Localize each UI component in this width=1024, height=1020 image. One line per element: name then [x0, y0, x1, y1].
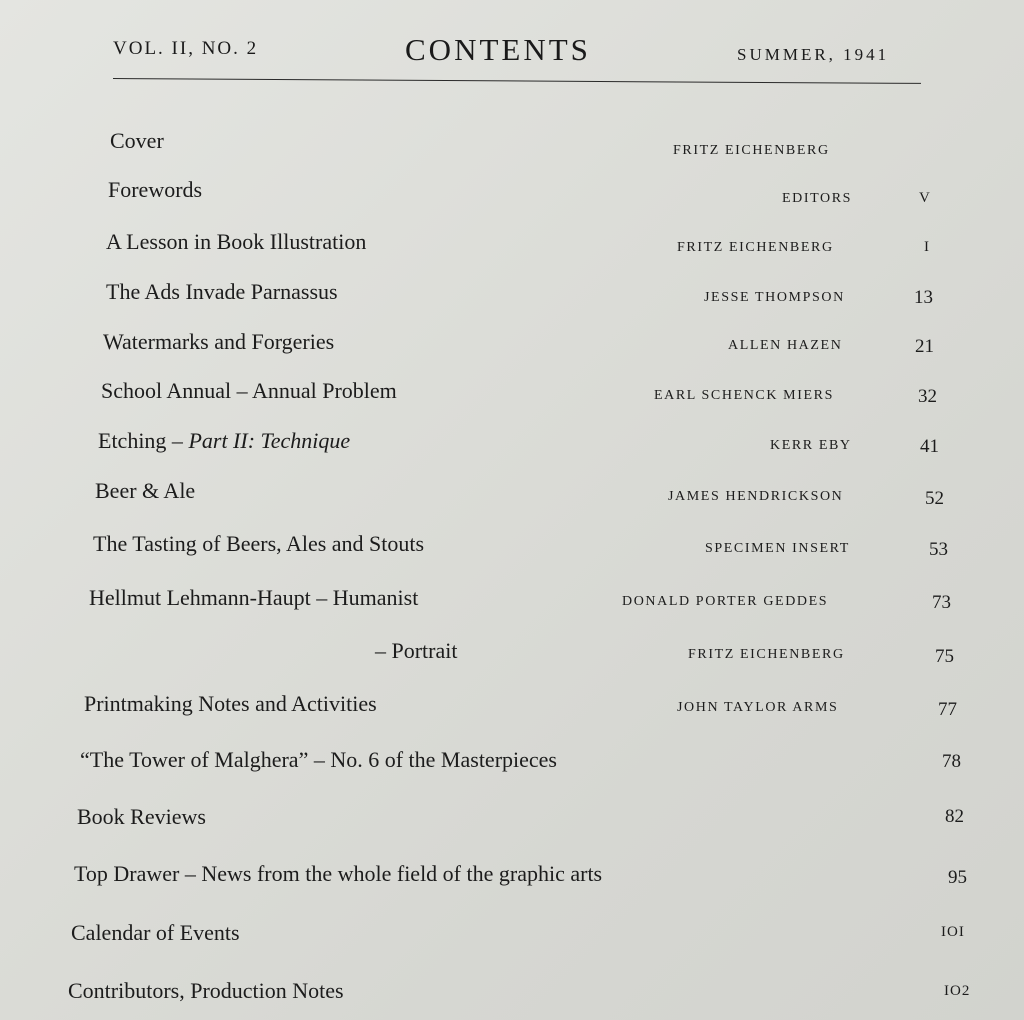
entry-page: 41 — [920, 436, 939, 457]
entry-title: – Portrait — [375, 638, 458, 663]
entry-page: 78 — [942, 751, 961, 772]
entry-author: JOHN TAYLOR ARMS — [677, 700, 839, 715]
entry-page: 73 — [932, 592, 951, 613]
entry-title: The Tasting of Beers, Ales and Stouts — [93, 531, 425, 556]
entry-author: EARL SCHENCK MIERS — [654, 388, 834, 403]
entry-author: DONALD PORTER GEDDES — [622, 594, 829, 609]
entry-title-main: Etching – — [98, 428, 183, 453]
entry-title: Watermarks and Forgeries — [103, 329, 335, 354]
entry-page: 21 — [915, 336, 934, 357]
entry-page: I — [924, 239, 930, 255]
entry-title: A Lesson in Book Illustration — [106, 229, 367, 254]
entry-author: ALLEN HAZEN — [728, 338, 843, 353]
entry-title: Top Drawer – News from the whole field of the graphic arts — [74, 861, 603, 886]
entry-author: EDITORS — [782, 191, 853, 206]
entry-title: Book Reviews — [77, 804, 206, 829]
entry-title: Calendar of Events — [71, 920, 240, 945]
entry-page: V — [919, 190, 931, 206]
entry-title: Hellmut Lehmann-Haupt – Humanist — [89, 585, 419, 610]
entry-author: SPECIMEN INSERT — [705, 541, 850, 556]
entry-title: Forewords — [108, 177, 203, 202]
page-title: CONTENTS — [405, 32, 591, 67]
entry-page: IOI — [941, 924, 965, 940]
entry-title: School Annual – Annual Problem — [101, 378, 397, 403]
issue-date: SUMMER, 1941 — [737, 45, 890, 64]
volume-number: VOL. II, NO. 2 — [113, 38, 259, 59]
entry-page: IO2 — [944, 983, 971, 999]
entry-author: JESSE THOMPSON — [704, 290, 845, 305]
entry-title: Contributors, Production Notes — [68, 978, 344, 1003]
entry-author: FRITZ EICHENBERG — [677, 240, 834, 255]
entry-title: The Ads Invade Parnassus — [106, 279, 338, 304]
entry-page: 52 — [925, 488, 944, 509]
entry-page: 82 — [945, 806, 964, 827]
entry-author: JAMES HENDRICKSON — [668, 489, 844, 504]
entry-title: Printmaking Notes and Activities — [84, 691, 377, 716]
entry-title: Cover — [110, 128, 164, 153]
entry-title: “The Tower of Malghera” – No. 6 of the Masterpieces — [80, 747, 557, 772]
entry-author: FRITZ EICHENBERG — [673, 143, 830, 158]
entry-author: FRITZ EICHENBERG — [688, 647, 845, 662]
entry-author: KERR EBY — [770, 438, 852, 453]
entry-page: 32 — [918, 386, 937, 407]
header-rule — [113, 78, 921, 84]
entry-title: Beer & Ale — [95, 478, 196, 503]
entry-page: 75 — [935, 646, 954, 667]
entry-page: 95 — [948, 867, 967, 888]
entry-title — [98, 428, 350, 454]
entry-title-italic: Part II: Technique — [188, 428, 351, 453]
entry-page: 53 — [929, 539, 948, 560]
entry-page: 13 — [914, 287, 933, 308]
entry-page: 77 — [938, 699, 957, 720]
